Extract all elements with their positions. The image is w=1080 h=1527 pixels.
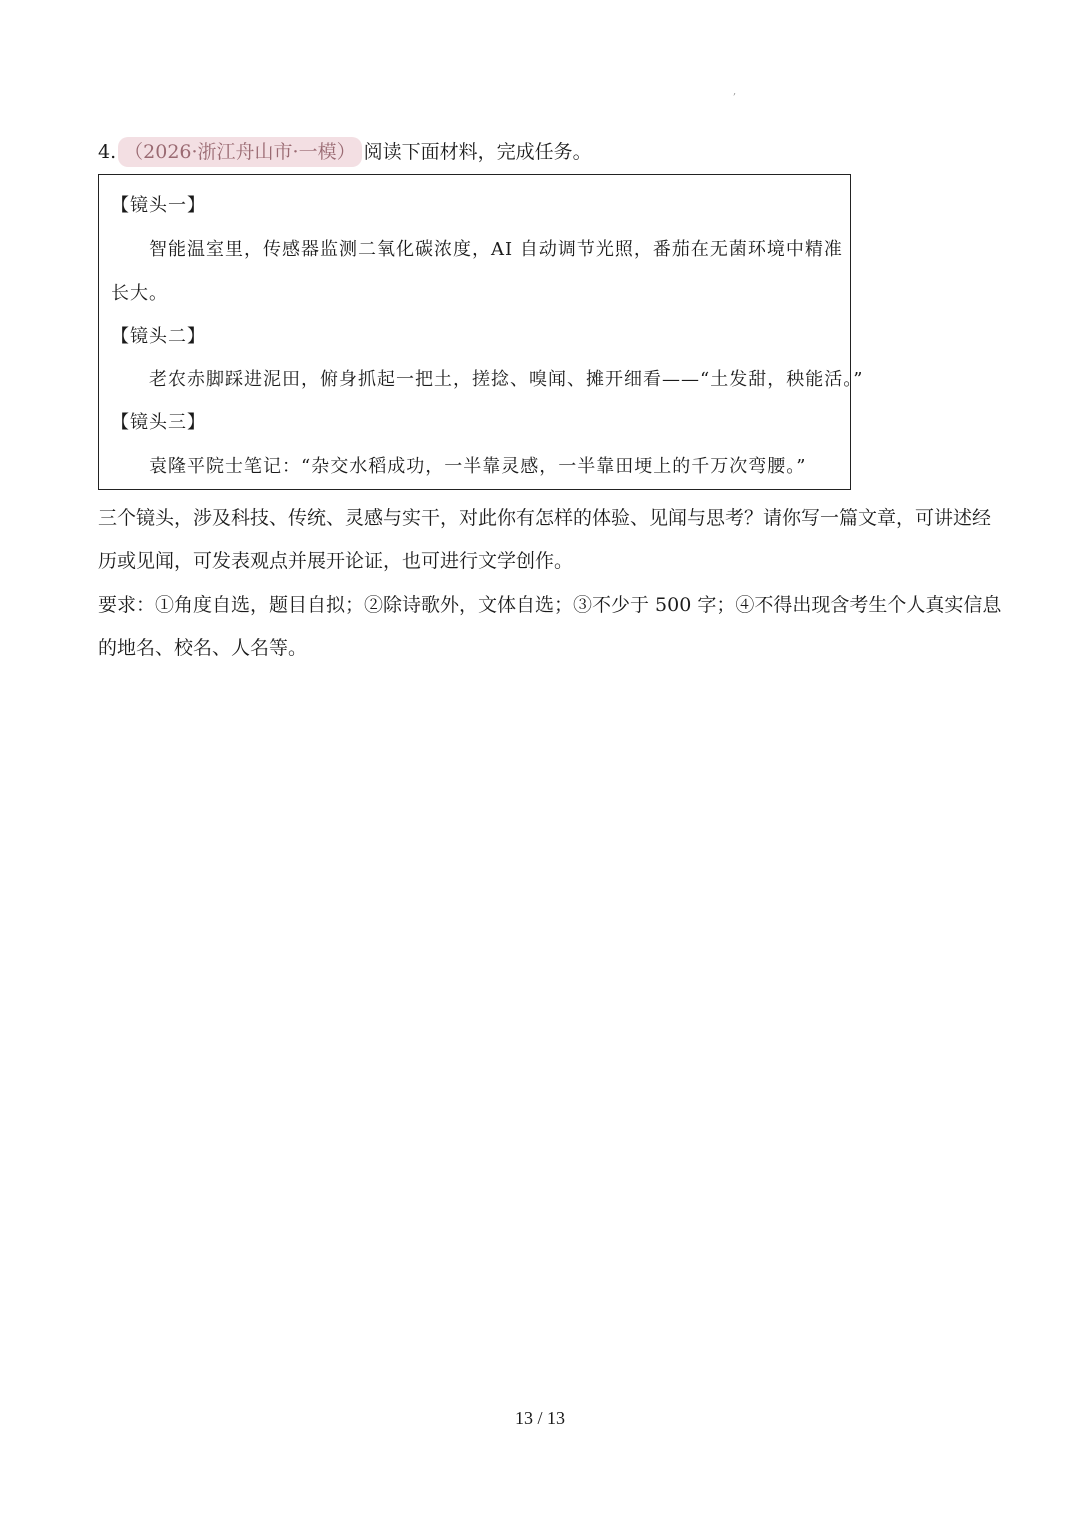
task-line1: 三个镜头，涉及科技、传统、灵感与实干，对此你有怎样的体验、见闻与思考？请你写一篇文章，可讲述经 [98,507,992,529]
shot3-text-line1: 袁隆平院士笔记：“杂交水稻成功，一半靠灵感，一半靠田埂上的千万次弯腰。” [149,456,807,477]
shot2-text-line1: 老农赤脚踩进泥田，俯身抓起一把土，搓捻、嗅闻、摊开细看——“土发甜，秧能活。” [149,369,864,390]
stray-mark: , [733,86,737,97]
requirements-line2: 的地名、校名、人名等。 [98,637,308,659]
shot2-heading: 【镜头二】 [111,326,206,347]
requirements-line1: 要求：①角度自选，题目自拟；②除诗歌外，文体自选；③不少于 500 字；④不得出现含考生个人真实信息 [98,594,1002,616]
question-prompt: 阅读下面材料，完成任务。 [363,141,592,163]
material-box [98,174,864,490]
source-tag: （2026·浙江舟山市·一模） [118,137,361,167]
page-number: 13 / 13 [514,1408,565,1428]
question-number: 4. [98,141,117,163]
shot1-text-line2: 长大。 [111,283,168,304]
shot1-text-line1: 智能温室里，传感器监测二氧化碳浓度，AI 自动调节光照，番茄在无菌环境中精准 [149,239,843,260]
shot1-heading: 【镜头一】 [111,195,206,216]
question-header [98,136,592,168]
task-line2: 历或见闻，可发表观点并展开论证，也可进行文学创作。 [98,550,574,572]
shot3-heading: 【镜头三】 [111,412,206,433]
